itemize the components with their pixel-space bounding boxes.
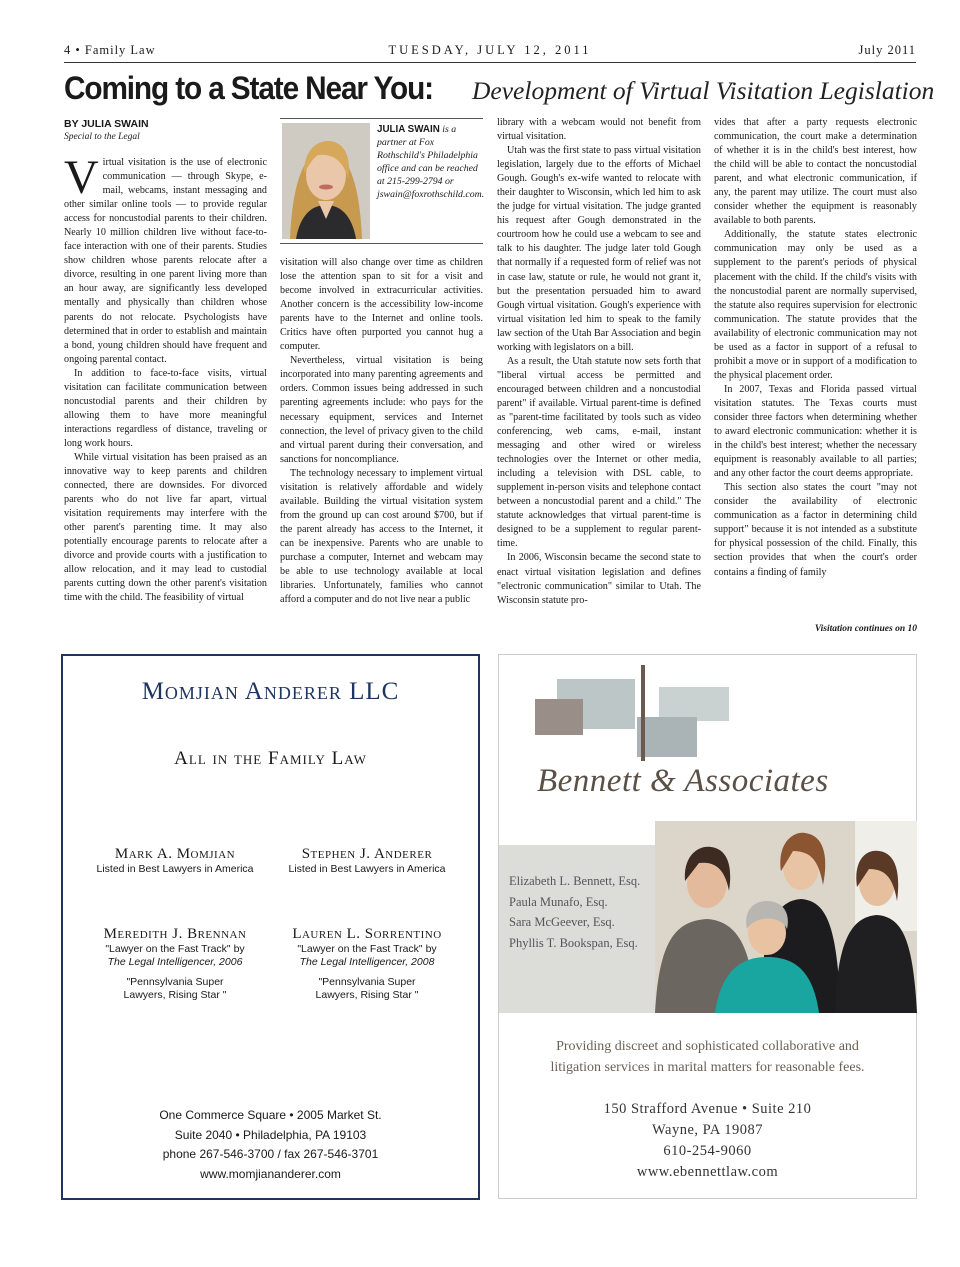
ad-phone-line: phone 267-546-3700 / fax 267-546-3701 <box>162 1147 379 1161</box>
drop-cap: V <box>64 156 99 204</box>
ad-phone-line: 610-254-9060 <box>663 1143 752 1159</box>
byline-role: Special to the Legal <box>64 132 140 142</box>
ad-slogan-line: Providing discreet and sophisticated collaborative and <box>556 1039 859 1054</box>
ad-tagline: All in the Family Law <box>174 748 367 769</box>
article-paragraph: The technology necessary to implement virtual visitation is relatively affordable and widely available. Building the virtual visitation system from the ground up can cost around $700, but if the parent already has access to the Internet, it can be inexpensive. Parents who are unable to purchase a computer, Internet and webcam may be able to use technology available at local libraries. Unfortunately, families who cannot afford a computer and do not live near a public <box>280 467 483 606</box>
ad-firm-name: Bennett & Associates <box>537 763 829 799</box>
ad-address-line: One Commerce Square • 2005 Market St. <box>159 1108 382 1122</box>
ad-website: www.ebennettlaw.com <box>636 1164 779 1180</box>
issue-month: July 2011 <box>858 43 916 57</box>
lawyer-credential: Listed in Best Lawyers in America <box>288 863 446 875</box>
author-photo <box>282 123 370 239</box>
lawyer-credential: "Lawyer on the Fast Track" by <box>105 943 245 955</box>
lawyer-name: Stephen J. Anderer <box>301 846 433 862</box>
article-column-2 <box>280 256 483 638</box>
attorney-list <box>499 845 655 1013</box>
ad-website: www.momjiananderer.com <box>200 1166 341 1181</box>
ad-address-block <box>63 1106 478 1184</box>
article-column-3 <box>497 116 701 638</box>
headline-subtitle: Development of Virtual Visitation Legislation <box>472 76 935 105</box>
lawyer-credential: "Pennsylvania Super Lawyers, Rising Star " <box>123 976 227 1001</box>
article-paragraph: vides that after a party requests electronic communication, the court make a determination of whether it is in the child's best interest, how the child will be able to contact the noncustodial parent, and what electronic communication, if any, the parent may utilize. The court must also consider whether the equipment is reasonably available to both parents. <box>714 117 917 227</box>
issue-date: TUESDAY, JULY 12, 2011 <box>388 43 592 57</box>
article-paragraph: As a result, the Utah statute now sets forth that "liberal virtual access be permitted and encouraged between children and a noncustodial parent" if available. Virtual parent-time is defined as "parent-time facilitated by tools such as video conferencing, web cams, e-mail, instant messaging and other wired or wireless technologies over the Internet or other media, including a television with DSL cable, to supplement in-person visits and telephone contact between a noncustodial parent and a child." The statute acknowledges that virtual parent-time is designed to be a supplement to regular parent-time. <box>497 355 701 550</box>
author-bio-box <box>280 118 483 244</box>
ad-address-line: Wayne, PA 19087 <box>652 1122 763 1138</box>
lawyer-credential: The Legal Intelligencer, 2006 <box>107 956 243 968</box>
ad-firm-name: Momjian Anderer LLC <box>141 678 400 705</box>
masthead <box>64 40 916 63</box>
headline-title: Coming to a State Near You: <box>64 70 433 106</box>
article-paragraph: This section also states the court "may not consider the availability of electronic communication as a factor in determining child support" because it is not intended as a substitute for physical possession of the child. Finally, this section provides that when the court's order contains a finding of family <box>714 482 917 578</box>
bennett-associates-ad <box>498 654 917 1199</box>
ad-slogan <box>499 1036 916 1078</box>
lawyer-entry <box>75 926 275 1002</box>
continuation-note: Visitation continues on 10 <box>814 624 917 634</box>
article-paragraph: In 2007, Texas and Florida passed virtual visitation statutes. The Texas courts must consider three factors when determining whether to award electronic communication: whether it is in the child's best interest; whether the necessary equipment is reasonably available to all parties; and any other factor the court deems appropriate. <box>714 383 917 480</box>
article-paragraph: Virtual visitation is the use of electronic communication — through Skype, e-mail, webcams, instant messaging and other similar online tools — to provide regular access for noncustodial parents to their children. Nearly 10 million children live without face-to-face interaction with one of their parents. Studies show children whose parents relocate after a divorce, resulting in one parent living more than an hour away, are significantly less developed mentally and physically than children whose parents do not relocate. Psychologists have determined that in order to establish and maintain a bond, young children should have frequent and ongoing parental contact. <box>64 156 267 365</box>
author-bio-text: JULIA SWAIN is a partner at Fox Rothschild's Philadelphia office and can be reached at 215-299-2794 or jswain@foxrothschild.com. <box>377 124 485 200</box>
lawyer-name: Mark A. Momjian <box>114 846 236 862</box>
article-column-4 <box>714 116 917 638</box>
lawyer-credential: Listed in Best Lawyers in America <box>96 863 254 875</box>
attorney-name: Phyllis T. Bookspan, Esq. <box>509 935 638 950</box>
article-paragraph: visitation will also change over time as children lose the attention span to sit for a visit and become involved in extracurricular activities. Another concern is the accessibility low-income parents have to the Internet and online tools. Critics have often purported you cannot hug a computer. <box>280 257 483 353</box>
lawyer-credential: "Lawyer on the Fast Track" by <box>297 943 437 955</box>
attorney-name: Sara McGeever, Esq. <box>509 915 615 929</box>
byline-author: BY JULIA SWAIN <box>64 118 149 130</box>
lawyer-entry <box>267 926 467 1002</box>
page-section-label: 4 • Family Law <box>64 43 156 57</box>
ad-slogan-line: litigation services in marital matters for reasonable fees. <box>550 1060 865 1075</box>
lawyer-credential: The Legal Intelligencer, 2008 <box>299 956 435 968</box>
lawyer-entry <box>267 846 467 876</box>
article-paragraph: Additionally, the statute states electronic communication may only be used as a supplement to the parent's periods of physical placement with the child. If the child's visits with the noncustodial parent are normally supervised, the statute also requires supervision for electronic communication. The statute provides that the availability of electronic communication may not be used as a factor in support of a refusal to prohibit a move or in support of a modification to the physical placement order. <box>714 229 917 381</box>
byline <box>64 118 274 142</box>
article-paragraph: In addition to face-to-face visits, virtual visitation can facilitate communication between noncustodial parents and their children by allowing them to have more meaningful interactions regardless of distance, traveling or long work hours. <box>64 367 267 449</box>
momjian-anderer-ad <box>61 654 480 1200</box>
team-photo <box>655 821 917 1013</box>
ad-address-line: 150 Strafford Avenue • Suite 210 <box>603 1101 812 1117</box>
article-paragraph: In 2006, Wisconsin became the second state to enact virtual visitation legislation and defines "electronic communication" similar to Utah. The Wisconsin statute pro- <box>497 552 701 606</box>
article-paragraph: Nevertheless, virtual visitation is being incorporated into many parenting agreements and orders. Common issues being addressed in such parenting agreements include: who pays for the necessary equipment, services and Internet connection, the level of privacy given to the child and virtual parent during their conversation, and sanctions for noncompliance. <box>280 355 483 465</box>
lawyer-name: Meredith J. Brennan <box>103 926 247 942</box>
ad-contact-block <box>499 1099 916 1183</box>
logo-squares-graphic <box>529 661 739 761</box>
article-paragraph: While virtual visitation has been praised as an innovative way to keep parents and children connected, there are downsides. For divorced parents who do not live far apart, virtual visitation requirements may interfere with the other parent's parenting time. It may also potentially encourage parents to relocate after a divorce and provide courts with a justification to allow relocation, and it may lead to custodial parents cutting down the other parent's visitation time with the child. The feasibility of virtual <box>64 451 267 604</box>
lawyer-credential: "Pennsylvania Super Lawyers, Rising Star " <box>315 976 419 1001</box>
author-bio-name: JULIA SWAIN <box>377 124 440 135</box>
ad-address-line: Suite 2040 • Philadelphia, PA 19103 <box>174 1127 367 1142</box>
article-paragraph: library with a webcam would not benefit from virtual visitation. <box>497 117 701 143</box>
lawyer-entry <box>75 846 275 876</box>
article-paragraph: Utah was the first state to pass virtual visitation legislation, largely due to the efforts of Michael Gough. Gough's ex-wife wanted to relocate with their daughter to Wisconsin, which led him to ask the judge for virtual visitation. The judge granted his request after Gough demonstrated in the courtroom how he could use a webcam to see and talk to his daughter. The judge later told Gough that normally if a requested form of relief was not in case law, statute or rule, he would not grant it, but the presentation persuaded him to award Gough virtual visitation. Gough's experience with virtual visitation led him to speak to the family law section of the Utah Bar Association and begin working with legislators on a bill. <box>497 145 701 353</box>
attorney-name: Paula Munafo, Esq. <box>509 894 608 909</box>
attorney-name: Elizabeth L. Bennett, Esq. <box>509 874 641 888</box>
article-column-1 <box>64 156 267 638</box>
lawyer-name: Lauren L. Sorrentino <box>292 926 442 942</box>
headline <box>64 70 935 114</box>
